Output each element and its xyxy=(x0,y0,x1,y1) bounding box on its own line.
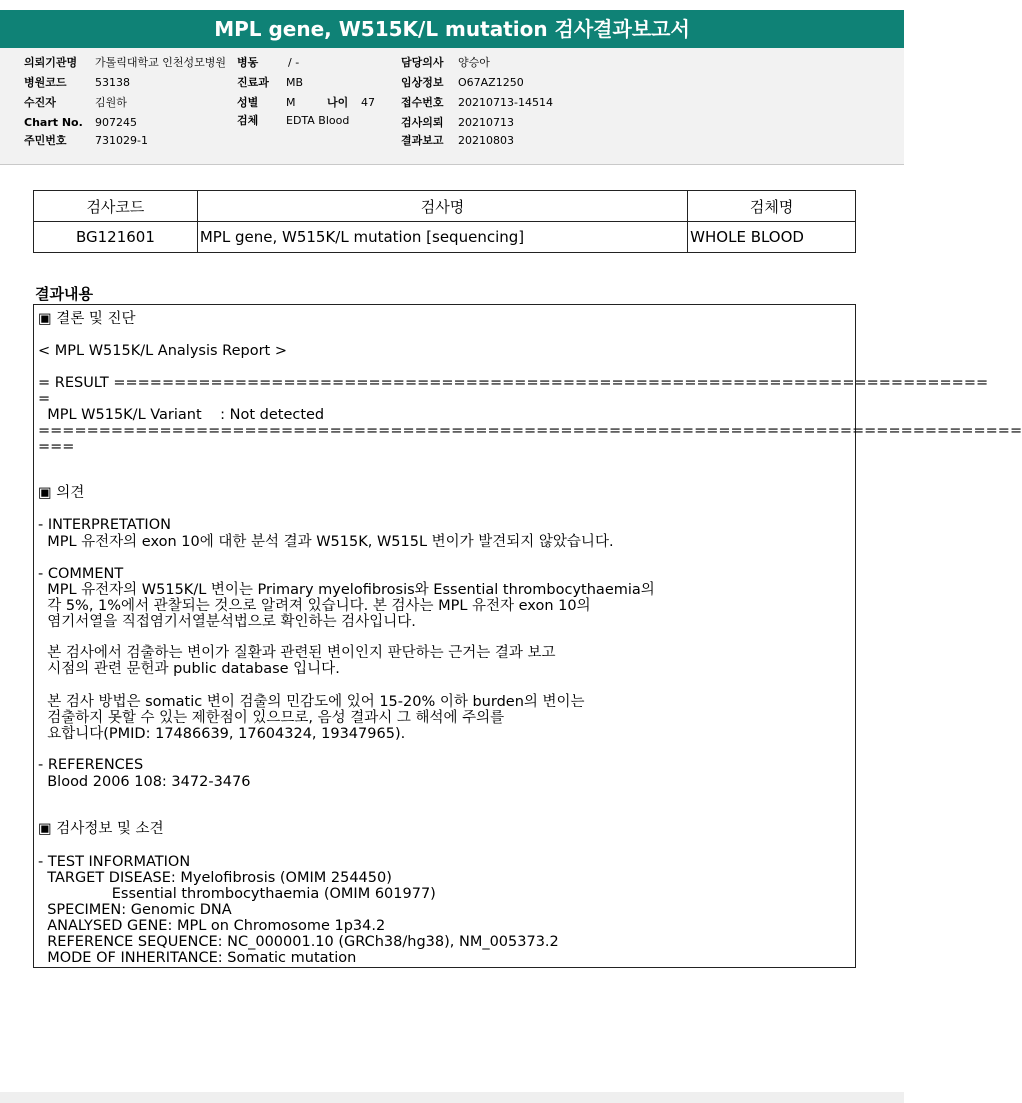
result-line: MPL 유전자의 W515K/L 변이는 Primary myelofibrosis와 Essential thrombocythaemia의 xyxy=(38,582,655,598)
cell-test-name: MPL gene, W515K/L mutation [sequencing] xyxy=(197,222,687,253)
result-line: - REFERENCES xyxy=(38,757,144,773)
value-department: MB xyxy=(286,76,304,89)
result-content-box xyxy=(33,304,1022,968)
result-line: ANALYSED GENE: MPL on Chromosome 1p34.2 xyxy=(38,918,386,934)
header-test-code: 검사코드 xyxy=(34,191,198,222)
result-line: SPECIMEN: Genomic DNA xyxy=(38,902,232,918)
label-ward: 병동 xyxy=(237,56,259,69)
result-line: MPL 유전자의 exon 10에 대한 분석 결과 W515K, W515L 변이가 발견되지 않았습니다. xyxy=(38,534,614,550)
report-title: MPL gene, W515K/L mutation 검사결과보고서 xyxy=(0,10,904,48)
result-line: = RESULT ======================================================================== xyxy=(38,375,989,391)
result-line: Essential thrombocythaemia (OMIM 601977) xyxy=(38,886,436,902)
value-clinical-info: O67AZ1250 xyxy=(458,76,524,89)
label-resident-no: 주민번호 xyxy=(24,134,67,147)
label-accession-no: 접수번호 xyxy=(401,96,444,109)
result-line: 검출하지 못할 수 있는 제한점이 있으므로, 음성 결과시 그 해석에 주의를 xyxy=(38,710,505,726)
result-line: 본 검사에서 검출하는 변이가 질환과 관련된 변이인지 판단하는 근거는 결과 보고 xyxy=(38,645,556,661)
label-clinical-info: 임상정보 xyxy=(401,76,444,89)
value-report-date: 20210803 xyxy=(458,134,514,147)
result-line: TARGET DISEASE: Myelofibrosis (OMIM 254450) xyxy=(38,870,392,886)
result-line: = xyxy=(38,391,51,407)
value-age: 47 xyxy=(361,96,375,109)
label-chart-no: Chart No. xyxy=(24,116,83,129)
result-line: Blood 2006 108: 3472-3476 xyxy=(38,774,251,790)
value-hospital-code: 53138 xyxy=(95,76,130,89)
label-age: 나이 xyxy=(327,96,349,109)
result-line: 각 5%, 1%에서 관찰되는 것으로 알려져 있습니다. 본 검사는 MPL 유전자 exon 10의 xyxy=(38,598,591,614)
result-line: ▣ 검사정보 및 소견 xyxy=(38,821,164,837)
result-line: - COMMENT xyxy=(38,566,124,582)
label-specimen: 검체 xyxy=(237,114,259,127)
patient-info-header xyxy=(0,48,904,165)
label-hospital-code: 병원코드 xyxy=(24,76,67,89)
label-patient: 수진자 xyxy=(24,96,56,109)
header-test-name: 검사명 xyxy=(197,191,687,222)
label-doctor: 담당의사 xyxy=(401,56,444,69)
result-line: REFERENCE SEQUENCE: NC_000001.10 (GRCh38/hg38), NM_005373.2 xyxy=(38,934,559,950)
value-sex: M xyxy=(286,96,296,109)
label-report-date: 결과보고 xyxy=(401,134,444,147)
test-code-table xyxy=(33,190,856,253)
value-resident-no: 731029-1 xyxy=(95,134,148,147)
label-sex: 성별 xyxy=(237,96,259,109)
page-footer-strip xyxy=(0,1092,904,1103)
result-line: 요합니다(PMID: 17486639, 17604324, 19347965). xyxy=(38,726,406,742)
table-row xyxy=(34,222,856,253)
result-line: - INTERPRETATION xyxy=(38,517,171,533)
cell-specimen-name: WHOLE BLOOD xyxy=(688,222,856,253)
result-line: ▣ 의견 xyxy=(38,485,85,501)
label-institution: 의뢰기관명 xyxy=(24,56,78,69)
result-line: MPL W515K/L Variant : Not detected xyxy=(38,407,325,423)
value-request-date: 20210713 xyxy=(458,116,514,129)
value-patient: 김원하 xyxy=(95,96,127,109)
table-header-row xyxy=(34,191,856,222)
value-accession-no: 20210713-14514 xyxy=(458,96,553,109)
result-line: ▣ 결론 및 진단 xyxy=(38,311,136,327)
section-title: 결과내용 xyxy=(35,285,93,303)
value-specimen: EDTA Blood xyxy=(286,114,350,127)
value-ward: / - xyxy=(288,56,300,69)
result-line: < MPL W515K/L Analysis Report > xyxy=(38,343,287,359)
result-line: - TEST INFORMATION xyxy=(38,854,191,870)
cell-test-code: BG121601 xyxy=(34,222,198,253)
result-line: ================================================================================= xyxy=(38,423,1022,439)
result-line: MODE OF INHERITANCE: Somatic mutation xyxy=(38,950,357,966)
result-line: 본 검사 방법은 somatic 변이 검출의 민감도에 있어 15-20% 이하 burden의 변이는 xyxy=(38,694,585,710)
value-institution: 가톨릭대학교 인천성모병원 xyxy=(95,56,227,69)
result-line: === xyxy=(38,439,75,455)
value-chart-no: 907245 xyxy=(95,116,137,129)
label-request-date: 검사의뢰 xyxy=(401,116,444,129)
header-specimen-name: 검체명 xyxy=(688,191,856,222)
value-doctor: 양승아 xyxy=(458,56,490,69)
label-department: 진료과 xyxy=(237,76,269,89)
result-line: 염기서열을 직접염기서열분석법으로 확인하는 검사입니다. xyxy=(38,614,416,630)
result-line: 시점의 관련 문헌과 public database 입니다. xyxy=(38,661,340,677)
